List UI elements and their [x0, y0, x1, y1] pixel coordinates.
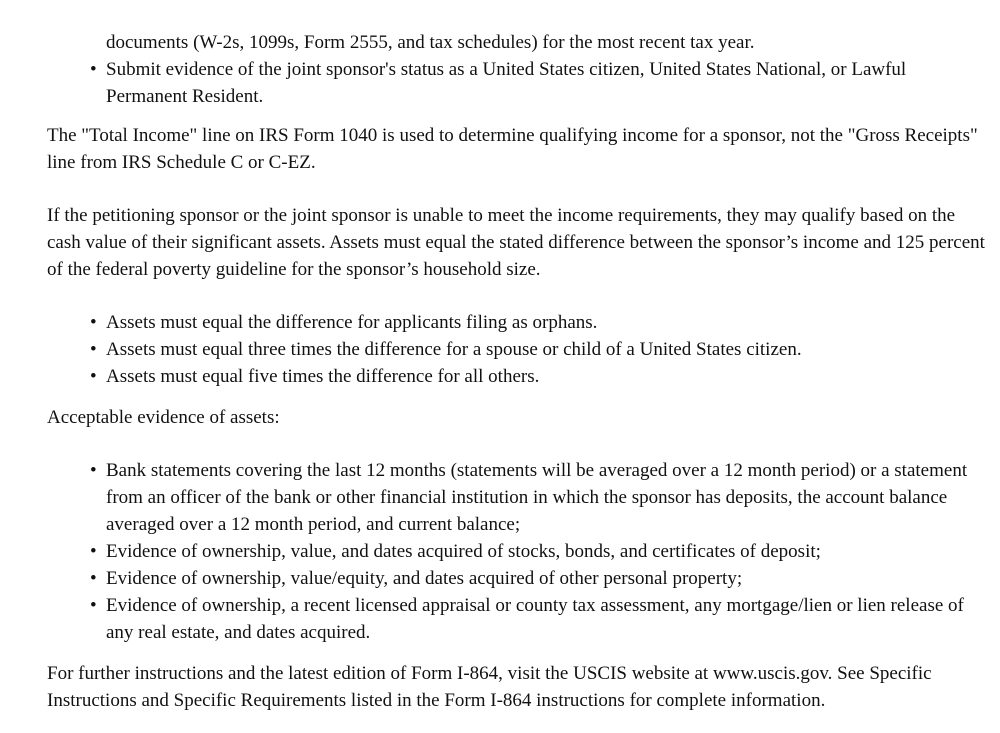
- asset-rules-list: [47, 309, 992, 390]
- bullet-text: Submit evidence of the joint sponsor's status as a United States citizen, United States National, or Lawful Permanent Resident.: [106, 59, 907, 107]
- list-item: [47, 565, 992, 592]
- evidence-heading: Acceptable evidence of assets:: [47, 407, 280, 428]
- list-item: [47, 457, 992, 538]
- bullet-text: Evidence of ownership, value, and dates acquired of stocks, bonds, and certificates of deposit;: [106, 541, 821, 562]
- bullet-icon: •: [90, 339, 97, 360]
- document-page: [47, 29, 992, 714]
- bullet-icon: •: [90, 312, 97, 333]
- bullet-text: Assets must equal five times the difference for all others.: [106, 366, 540, 387]
- status-bullet-list: [47, 56, 992, 110]
- list-item: [47, 309, 992, 336]
- assets-paragraph: If the petitioning sponsor or the joint sponsor is unable to meet the income requirements, they may qualify based on the cash value of their significant assets. Assets must equal the stated difference between the sponsor’s income and 125 percent of the federal poverty guideline for the sponsor’s household size.: [47, 205, 985, 280]
- bullet-text: Evidence of ownership, a recent licensed appraisal or county tax assessment, any mortgage/lien or lien release of any real estate, and dates acquired.: [106, 595, 964, 643]
- evidence-list: [47, 457, 992, 646]
- bullet-text: Assets must equal three times the difference for a spouse or child of a United States citizen.: [106, 339, 802, 360]
- continued-text: documents (W-2s, 1099s, Form 2555, and tax schedules) for the most recent tax year.: [106, 32, 755, 53]
- total-income-paragraph: The "Total Income" line on IRS Form 1040 is used to determine qualifying income for a sponsor, not the "Gross Receipts" line from IRS Schedule C or C-EZ.: [47, 125, 978, 173]
- list-item: [47, 592, 992, 646]
- list-item: [47, 56, 992, 110]
- bullet-text: Evidence of ownership, value/equity, and dates acquired of other personal property;: [106, 568, 743, 589]
- bullet-text: Bank statements covering the last 12 months (statements will be averaged over a 12 month period) or a statement from an officer of the bank or other financial institution in which the sponsor has deposits, the account balance averaged over a 12 month period, and current balance;: [106, 460, 968, 535]
- list-item: [47, 538, 992, 565]
- bullet-icon: •: [90, 568, 97, 589]
- bullet-icon: •: [90, 366, 97, 387]
- list-item: [47, 336, 992, 363]
- bullet-text: Assets must equal the difference for applicants filing as orphans.: [106, 312, 598, 333]
- list-item: [47, 363, 992, 390]
- footer-paragraph: For further instructions and the latest edition of Form I-864, visit the USCIS website at www.uscis.gov. See Specific Instructions and Specific Requirements listed in the Form I-864 instructions for complete information.: [47, 663, 932, 711]
- bullet-icon: •: [90, 541, 97, 562]
- bullet-icon: •: [90, 460, 97, 481]
- bullet-icon: •: [90, 595, 97, 616]
- bullet-icon: •: [90, 59, 97, 80]
